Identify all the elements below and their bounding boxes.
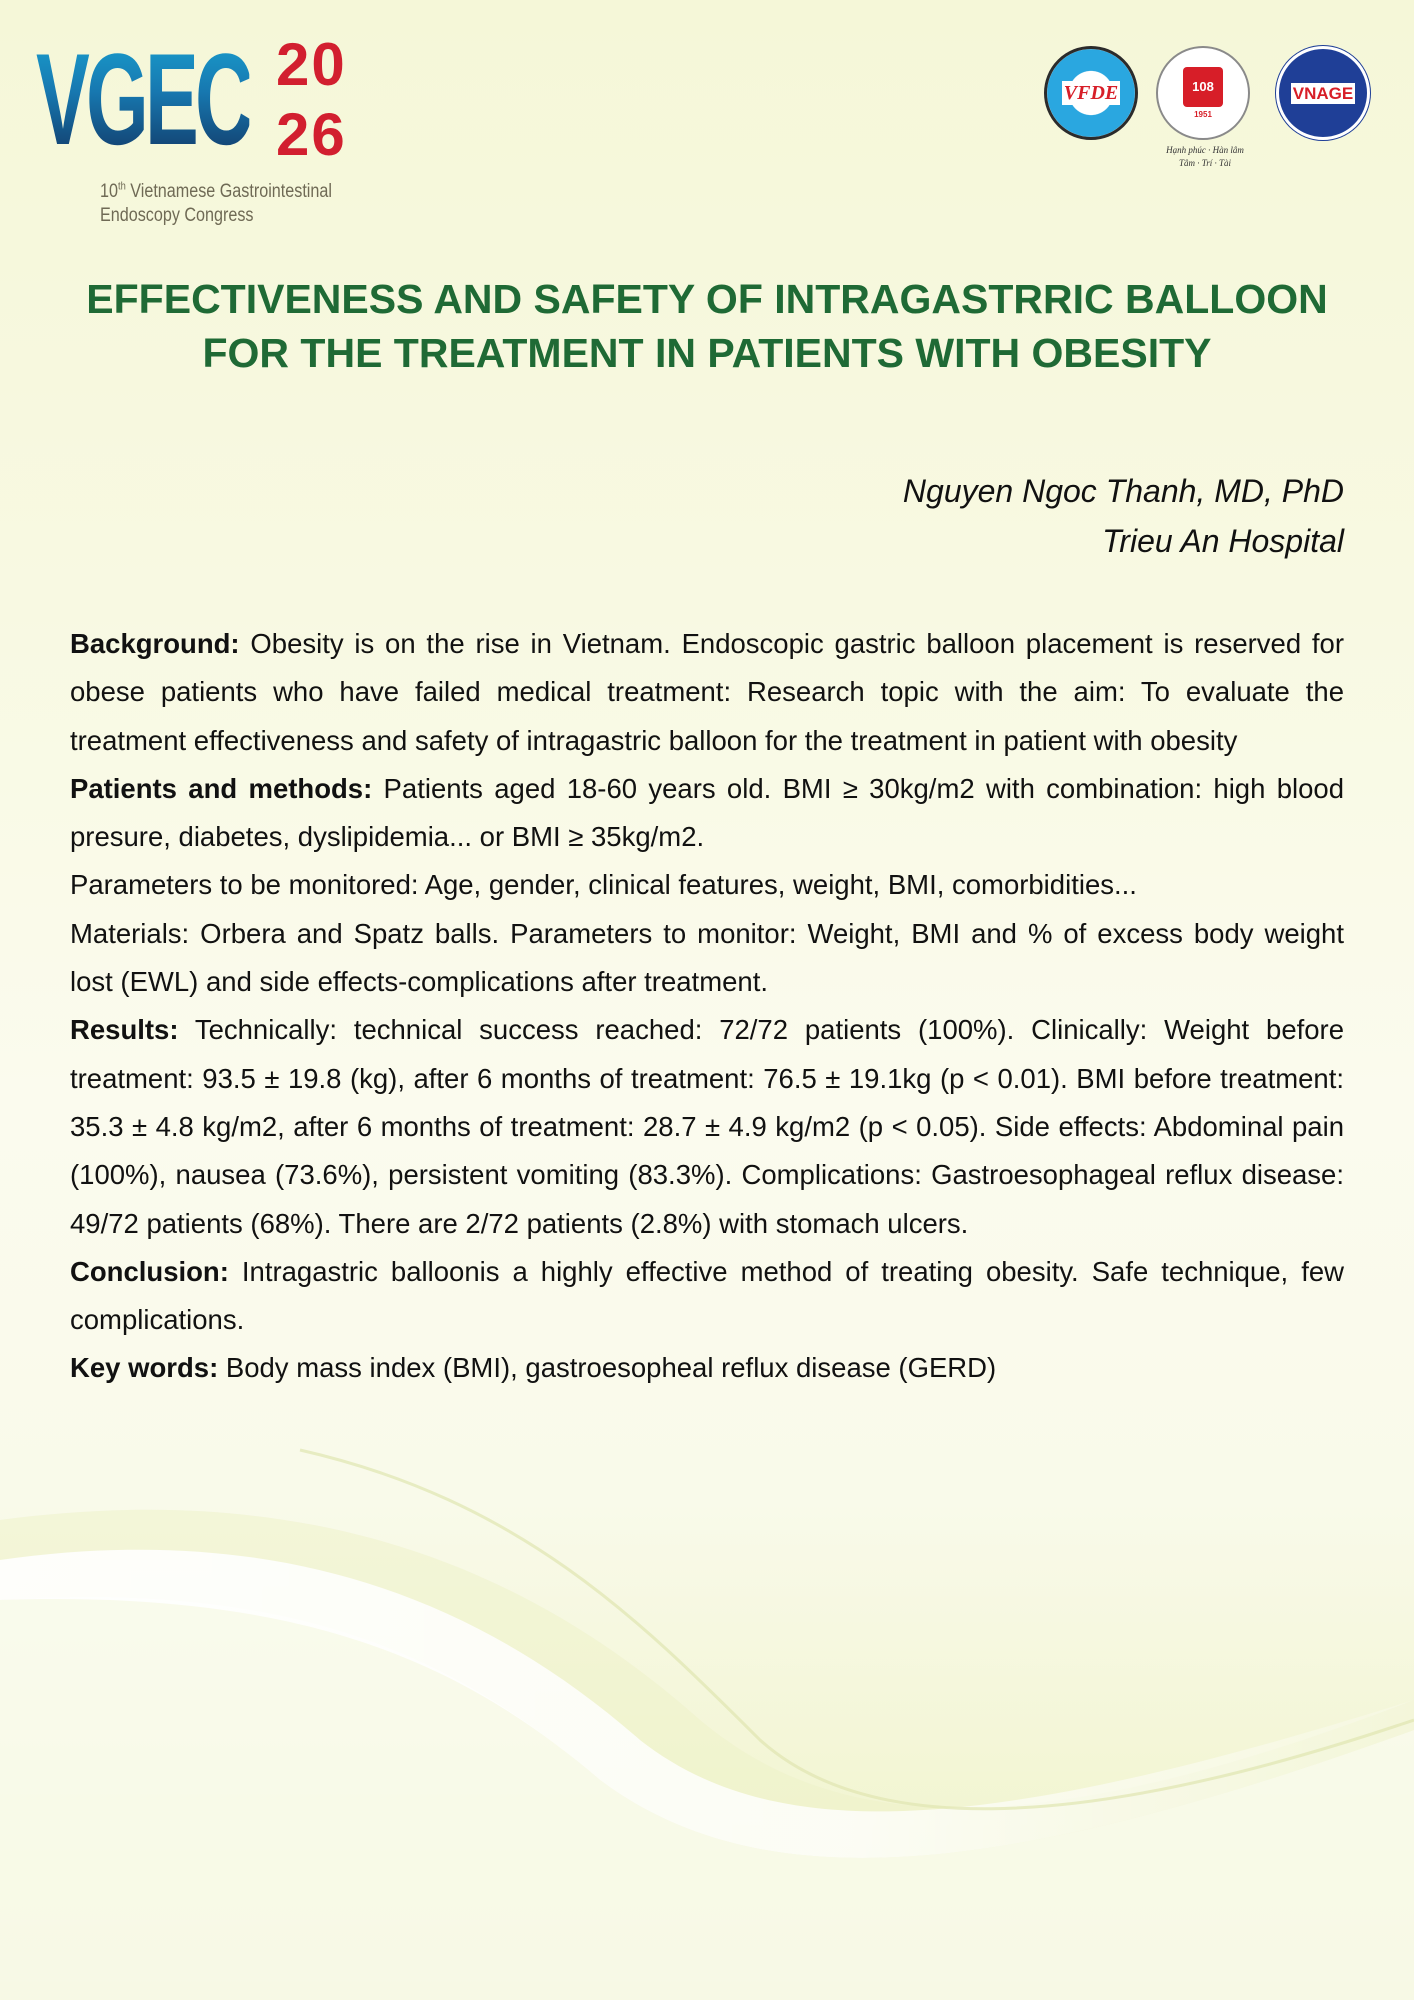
author-name: Nguyen Ngoc Thanh, MD, PhD (902, 473, 1344, 509)
methods-paragraph (70, 765, 1344, 862)
vnage-label: VNAGE (1292, 83, 1354, 103)
abstract-body (70, 620, 1344, 1393)
background-text: Obesity is on the rise in Vietnam. Endoscopic gastric balloon placement is reserved for obese patients who have failed medical treatment: Research topic with the aim: To evaluate the treatment effectiveness and safety of intragastric balloon for the treatment in patient with obesity (70, 628, 1344, 756)
hospital-year: 1951 (1194, 109, 1212, 119)
keywords-label: Key words: (70, 1352, 219, 1384)
methods-label: Patients and methods: (70, 772, 373, 804)
abstract-title (60, 272, 1354, 380)
conclusion-paragraph (70, 1248, 1344, 1345)
keywords-text: Body mass index (BMI), gastroesopheal reflux disease (GERD) (218, 1352, 997, 1384)
congress-line1: Vietnamese Gastrointestinal (125, 181, 332, 202)
conclusion-text: Intragastric balloonis a highly effective method of treating obesity. Safe technique, few complications. (70, 1255, 1344, 1336)
parameters-paragraph: Parameters to be monitored: Age, gender, clinical features, weight, BMI, comorbidities... (70, 869, 1137, 901)
motto-line2: Tâm · Trí · Tài (1178, 158, 1232, 168)
title-line2: FOR THE TREATMENT IN PATIENTS WITH OBESITY (202, 330, 1212, 376)
background-paragraph (70, 620, 1344, 765)
results-text: Technically: technical success reached: 72/72 patients (100%). Clinically: Weight before treatment: 93.5 ± 19.8 (kg), after 6 months of treatment: 76.5 ± 19.1kg (p < 0.01). BMI before treatment: 35.3 ± 4.8 kg/m2, after 6 months of treatment: 28.7 ± 4.9 kg/m2 (p < 0.05). Side effects: Abdominal pain (100%), nausea (73.6%), persistent vomiting (83.3%). Complications: Gastroesophageal reflux disease: 49/72 patients (68%). There are 2/72 patients (2.8%) with stomach ulcers. (70, 1014, 1344, 1239)
congress-line2: Endoscopy Congress (100, 205, 254, 226)
methods-text: Patients aged 18-60 years old. BMI ≥ 30kg/m2 with combination: high blood presure, diabetes, dyslipidemia... or BMI ≥ 35kg/m2. (70, 772, 1344, 853)
title-line1: EFFECTIVENESS AND SAFETY OF INTRAGASTRRIC BALLOON (86, 276, 1328, 322)
military-hospital-108-logo (1156, 46, 1250, 140)
logo-congress-name (100, 180, 332, 228)
logo-wordmark: VGEC (36, 26, 250, 172)
author-affiliation: Trieu An Hospital (1102, 523, 1344, 559)
motto-line1: Hạnh phúc · Hàn lâm (1166, 145, 1244, 155)
logo-year (276, 30, 347, 170)
edition-number: 10 (100, 181, 118, 202)
background-label: Background: (70, 628, 240, 659)
red-cross-icon (1183, 67, 1223, 107)
vgec-2026-logo (36, 24, 436, 234)
logo-year-bottom: 26 (276, 101, 347, 168)
conclusion-label: Conclusion: (70, 1255, 229, 1287)
results-paragraph (70, 1006, 1344, 1247)
edition-suffix: th (117, 180, 126, 193)
hospital-108-label: 108 (1192, 78, 1214, 94)
results-label: Results: (70, 1014, 179, 1046)
hospital-motto (1150, 144, 1260, 170)
vfde-logo (1044, 46, 1138, 140)
vfde-label: VFDE (1063, 82, 1119, 104)
materials-paragraph: Materials: Orbera and Spatz balls. Parameters to monitor: Weight, BMI and % of excess body weight lost (EWL) and side effects-complications after treatment. (70, 917, 1344, 998)
keywords-paragraph (70, 1344, 1344, 1392)
logo-year-top: 20 (276, 31, 347, 98)
partner-logos (1040, 40, 1380, 180)
vnage-logo (1276, 46, 1370, 140)
author-block (903, 466, 1344, 566)
